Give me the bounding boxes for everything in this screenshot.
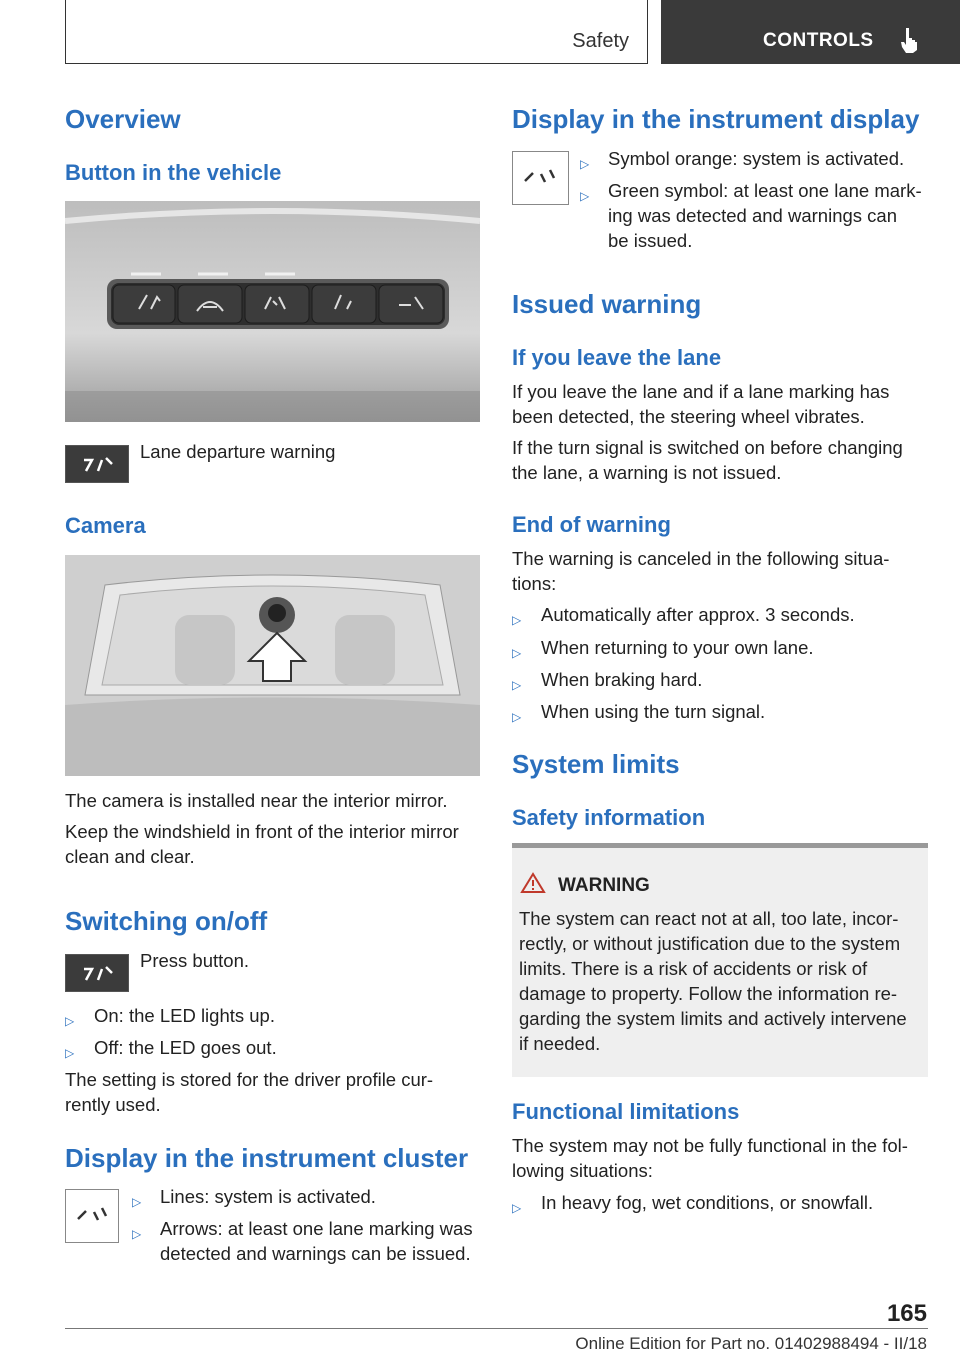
display-heading: Display in the instrument display <box>512 104 920 134</box>
header-section-label: Safety <box>572 30 629 52</box>
bullet-triangle-icon: ▷ <box>580 189 590 203</box>
warning-box <box>512 843 928 1077</box>
leave-lane-heading: If you leave the lane <box>512 345 722 370</box>
list-item: ▷ Symbol orange: system is activated. <box>580 146 930 171</box>
bullet-triangle-icon: ▷ <box>512 678 522 692</box>
list-item: ▷ In heavy fog, wet conditions, or snowfall. <box>512 1190 922 1215</box>
header-chapter-tab <box>661 0 960 64</box>
switching-heading: Switching on/off <box>65 906 268 936</box>
end-text-a: The warning is canceled in the following situa- <box>512 548 890 569</box>
cluster-heading: Display in the instrument cluster <box>65 1143 469 1173</box>
lane-departure-button-icon <box>65 445 129 483</box>
bullet-triangle-icon: ▷ <box>512 613 522 627</box>
warning-text-6: if needed. <box>519 1033 601 1054</box>
switch-text-1: The setting is stored for the driver profile cur- <box>65 1069 434 1090</box>
camera-text-1: The camera is installed near the interior mirror. <box>65 790 448 811</box>
display-lines-icon <box>512 151 569 205</box>
leave-text-2b: the lane, a warning is not issued. <box>512 462 782 483</box>
bullet-triangle-icon: ▷ <box>65 1046 75 1060</box>
cluster-text-continued: detected and warnings can be issued. <box>160 1243 471 1264</box>
button-panel-photo <box>65 201 480 422</box>
header-chapter-label: CONTROLS <box>763 30 874 51</box>
overview-heading: Overview <box>65 104 181 134</box>
button-caption: Lane departure warning <box>140 441 336 462</box>
cluster-lines-icon <box>65 1189 119 1243</box>
camera-text-2a: Keep the windshield in front of the interior mirror <box>65 821 459 842</box>
warning-text-1: The system can react not at all, too late, incor- <box>519 908 899 929</box>
leave-text-2a: If the turn signal is switched on before changing <box>512 437 903 458</box>
camera-photo <box>65 555 480 776</box>
footer-divider <box>65 1328 928 1329</box>
pointing-hand-icon <box>898 26 920 59</box>
warning-label: WARNING <box>558 875 650 896</box>
bullet-triangle-icon: ▷ <box>65 1014 75 1028</box>
list-item: ▷ Green symbol: at least one lane mark- <box>580 178 930 203</box>
list-item: ▷ Off: the LED goes out. <box>65 1035 465 1060</box>
warning-triangle-icon <box>520 872 546 899</box>
bullet-triangle-icon: ▷ <box>580 157 590 171</box>
bullet-triangle-icon: ▷ <box>512 1201 522 1215</box>
system-limits-heading: System limits <box>512 749 680 779</box>
functional-limitations-heading: Functional limitations <box>512 1099 740 1124</box>
safety-info-heading: Safety information <box>512 805 706 830</box>
list-item: ▷ Lines: system is activated. <box>132 1184 482 1209</box>
warning-text-4: damage to property. Follow the information re- <box>519 983 898 1004</box>
switch-caption: Press button. <box>140 950 250 971</box>
switch-text-2: rently used. <box>65 1094 161 1115</box>
func-text-b: lowing situations: <box>512 1160 653 1181</box>
page-number: 165 <box>886 1300 927 1327</box>
list-item: ▷ On: the LED lights up. <box>65 1003 465 1028</box>
bullet-triangle-icon: ▷ <box>512 646 522 660</box>
display-text-cont-1: ing was detected and warnings can <box>608 205 897 226</box>
issued-warning-heading: Issued warning <box>512 289 702 319</box>
header-section-box <box>65 0 648 64</box>
list-item: ▷ When braking hard. <box>512 667 922 692</box>
warning-text-5: garding the system limits and actively intervene <box>519 1008 907 1029</box>
warning-text-2: rectly, or without justification due to the system <box>519 933 901 954</box>
button-in-vehicle-heading: Button in the vehicle <box>65 160 282 185</box>
list-item: ▷ Automatically after approx. 3 seconds. <box>512 602 922 627</box>
bullet-triangle-icon: ▷ <box>132 1227 142 1241</box>
func-text-a: The system may not be fully functional in the fol- <box>512 1135 908 1156</box>
list-item: ▷ When using the turn signal. <box>512 699 922 724</box>
bullet-triangle-icon: ▷ <box>512 710 522 724</box>
camera-text-2b: clean and clear. <box>65 846 195 867</box>
bullet-triangle-icon: ▷ <box>132 1195 142 1209</box>
edition-line: Online Edition for Part no. 01402988494 - II/18 <box>575 1334 927 1353</box>
warning-text-3: limits. There is a risk of accidents or risk of <box>519 958 868 979</box>
camera-heading: Camera <box>65 513 146 538</box>
list-item: ▷ When returning to your own lane. <box>512 635 922 660</box>
end-text-b: tions: <box>512 573 557 594</box>
leave-text-1b: been detected, the steering wheel vibrates. <box>512 406 865 427</box>
list-item: ▷ Arrows: at least one lane marking was <box>132 1216 482 1241</box>
leave-text-1a: If you leave the lane and if a lane marking has <box>512 381 890 402</box>
display-text-cont-2: be issued. <box>608 230 693 251</box>
switch-button-icon <box>65 954 129 992</box>
end-warning-heading: End of warning <box>512 512 671 537</box>
